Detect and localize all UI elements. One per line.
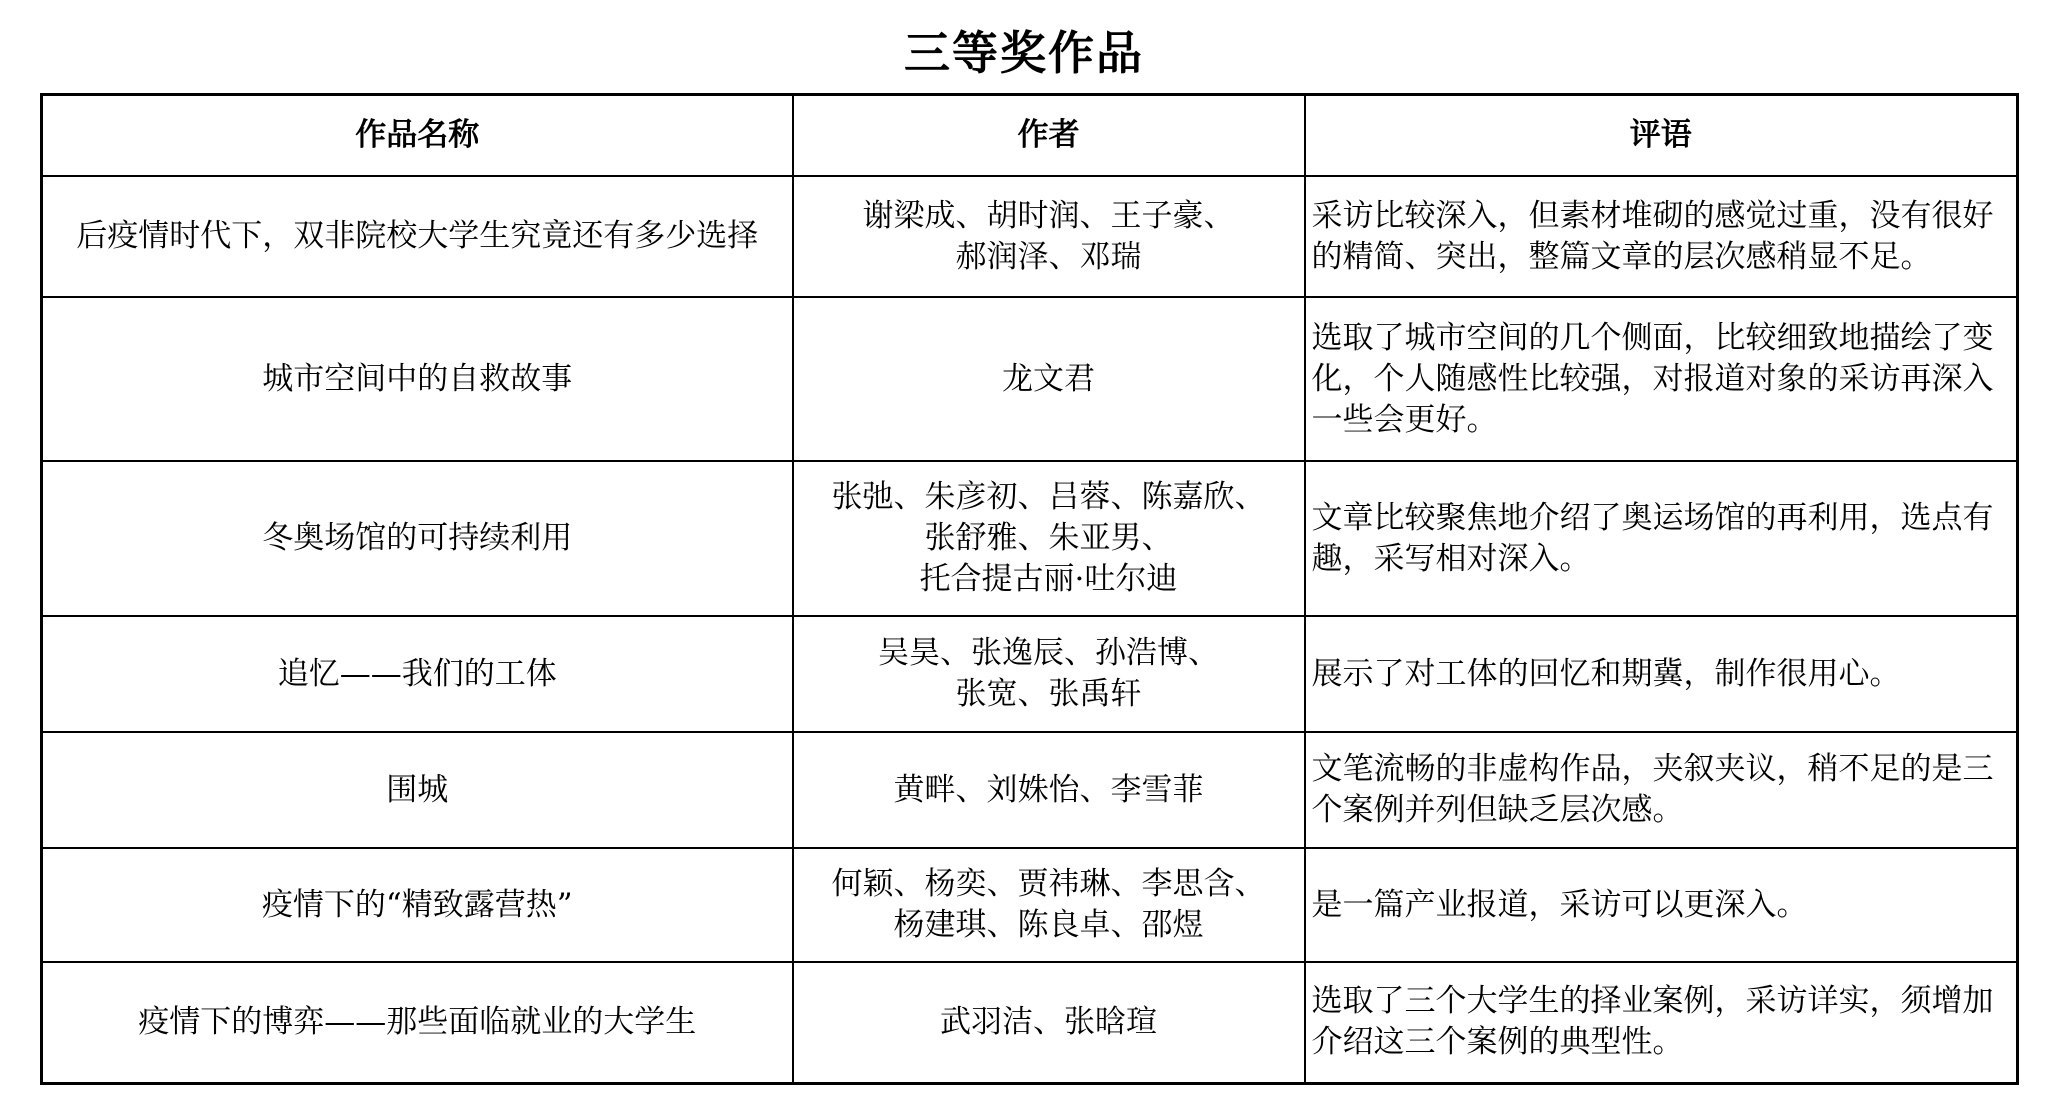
author-line: 黄畔、刘姝怡、李雪菲 [893,771,1204,808]
table-row [42,962,2018,1083]
authors-cell [793,732,1305,848]
table-header-row [42,95,2018,177]
comment-cell: 文章比较聚焦地介绍了奥运场馆的再利用，选点有趣，采写相对深入。 [1305,461,2018,616]
author-line: 张舒雅、朱亚男、 [924,520,1173,556]
work-title-cell: 疫情下的博弈——那些面临就业的大学生 [42,962,793,1083]
work-title-cell: 后疫情时代下，双非院校大学生究竟还有多少选择 [42,176,793,297]
authors-cell [793,962,1305,1083]
authors-cell [793,461,1305,616]
table-row [42,732,2018,848]
work-title-cell: 疫情下的“精致露营热” [42,848,793,962]
author-line: 郝润泽、邓瑞 [955,238,1142,275]
work-title-cell: 围城 [42,732,793,848]
authors-cell [793,297,1305,461]
author-line: 龙文君 [1002,360,1095,397]
comment-cell: 选取了城市空间的几个侧面，比较细致地描绘了变化，个人随感性比较强，对报道对象的采访再深入一些会更好。 [1305,297,2018,461]
author-line: 张弛、朱彦初、吕蓉、陈嘉欣、 [831,479,1266,515]
work-title-cell: 冬奥场馆的可持续利用 [42,461,793,616]
work-title-cell: 追忆——我们的工体 [42,616,793,732]
author-line: 吴昊、张逸辰、孙浩博、 [878,635,1219,671]
author-line: 武羽洁、张晗瑄 [940,1003,1157,1040]
table-row [42,461,2018,616]
work-title-cell: 城市空间中的自救故事 [42,297,793,461]
author-line: 杨建琪、陈良卓、邵煜 [893,907,1204,943]
header-comment: 评语 [1305,95,2018,177]
author-line: 张宽、张禹轩 [955,676,1142,712]
table-row [42,616,2018,732]
table-row [42,297,2018,461]
comment-cell: 选取了三个大学生的择业案例，采访详实，须增加介绍这三个案例的典型性。 [1305,962,2018,1083]
author-line: 何颖、杨奕、贾祎琳、李思含、 [831,866,1266,902]
authors-cell [793,176,1305,297]
authors-cell [793,616,1305,732]
comment-cell: 采访比较深入，但素材堆砌的感觉过重，没有很好的精简、突出，整篇文章的层次感稍显不足。 [1305,176,2018,297]
table-row [42,176,2018,297]
author-line: 托合提古丽·吐尔迪 [919,561,1178,597]
header-work-title: 作品名称 [42,95,793,177]
comment-cell: 是一篇产业报道，采访可以更深入。 [1305,848,2018,962]
table-row [42,848,2018,962]
comment-cell: 文笔流畅的非虚构作品，夹叙夹议，稍不足的是三个案例并列但缺乏层次感。 [1305,732,2018,848]
page-title: 三等奖作品 [904,26,1144,80]
comment-cell: 展示了对工体的回忆和期冀，制作很用心。 [1305,616,2018,732]
author-line: 谢梁成、胡时润、王子豪、 [862,197,1235,234]
awards-table [40,93,2019,1085]
header-authors: 作者 [793,95,1305,177]
authors-cell [793,848,1305,962]
